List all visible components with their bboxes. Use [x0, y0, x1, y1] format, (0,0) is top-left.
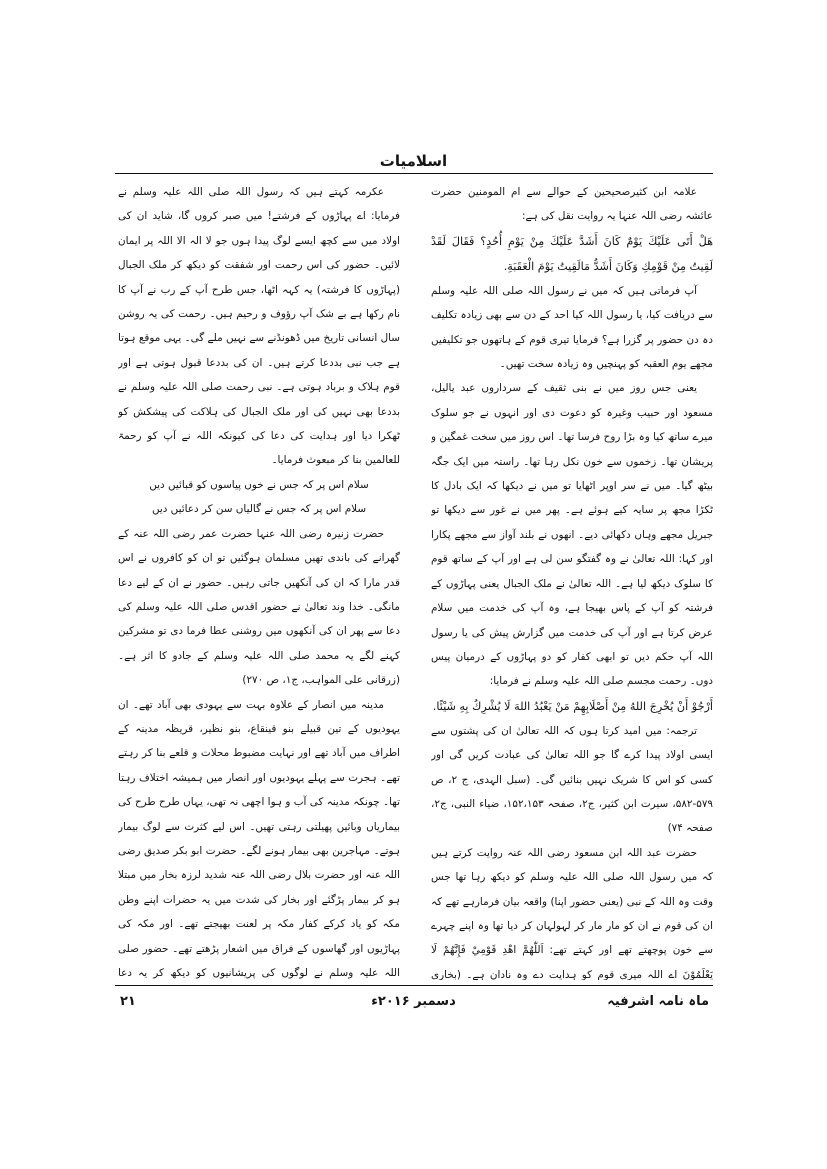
body-paragraph: آپ فرماتی ہیں کہ میں نے رسول اللہ صلی اللہ علیہ وسلم سے دریافت کیا، یا رسول اللہ کیا احد کے دن سے بھی زیادہ تکلیف دہ دن حضور پر گزرا ہے؟ فرمایا تیری قوم کے ہاتھوں جو تکلیفیں مجھے یوم العقبہ کو پہنچیں وہ زیادہ سخت تھیں۔	[431, 284, 713, 371]
poem-line: سلام اس پر کہ جس نے گالیاں سن کر دعائیں دیں	[151, 503, 367, 516]
arabic-quote: أَرْجُوْ أَنْ يُخْرِجَ اللهُ مِنْ أَصْلَابِهِمْ مَنْ يَعْبُدُ اللهَ لَا يُشْرِكُ بِهِ شَيْئًا.	[432, 699, 713, 713]
body-paragraph: حضرت زنیرہ رضی اللہ عنہا حضرت عمر رضی اللہ عنہ کے گھرانے کی باندی تھیں مسلمان ہوگئیں تو ان کو کافروں نے اس قدر مارا کہ ان کی آنکھیں جاتی رہیں۔ حضور نے ان کے لیے دعا مانگی۔ خدا وند تعالیٰ نے حضور اقدس صلی اللہ علیہ وسلم کی دعا سے پھر ان کی آنکھوں میں روشنی عطا فرما دی تو مشرکین کہنے لگے یہ محمد صلی اللہ علیہ وسلم کے جادو کا اثر ہے۔ (زرقانی علی المواہب، ج۱، ص ۲۷۰)	[118, 527, 400, 687]
issue-date: دسمبر ۲۰۱۶ء	[371, 994, 456, 1009]
body-paragraph: ترجمہ: میں امید کرتا ہوں کہ اللہ تعالیٰ ان کی پشتوں سے ایسی اولاد پیدا کرے گا جو اللہ تعالیٰ کی عبادت کریں گی اور کسی کو اس کا شریک نہیں بنائیں گی۔ (سبل الہدی، ج ۲، ص ۵۷۹-۵۸۲، سیرت ابن کثیر، ج۲، صفحہ ۱۵۲،۱۵۳، ضیاء النبی، ج۲، صفحہ ۷۴)	[431, 724, 713, 835]
right-column	[431, 180, 713, 980]
header-rule	[115, 173, 713, 174]
body-paragraph: حضرت عبد اللہ ابن مسعود رضی اللہ عنہ روایت کرتے ہیں کہ میں رسول اللہ صلی اللہ علیہ وسلم کو دیکھ رہا تھا جس وقت وہ اللہ کے نبی (یعنی حضور اپنا) واقعہ بیان فرمارہے تھے کہ ان کی قوم نے ان کو مار مار کر لہولہان کر دیا تھا وہ اپنے چہرے سے خون پوچھتے تھے اور کہتے تھے: اَللّٰهُمَّ اهْدِ قَوْمِيْ فَإِنَّهُمْ لَا يَعْلَمُوْنَ اے اللہ میری قوم کو ہدایت دے وہ نادان ہے۔ (بخاری	[431, 846, 713, 980]
body-paragraph: عکرمہ کہتے ہیں کہ رسول اللہ صلی اللہ علیہ وسلم نے فرمایا: اے پہاڑوں کے فرشتے! میں صبر کروں گا، شاید ان کی اولاد میں سے کچھ ایسے لوگ پیدا ہوں جو لا الہ الا اللہ پر ایمان لائیں۔ حضور کی اس رحمت اور شفقت کو دیکھ کر ملک الجبال (پہاڑوں کا فرشتہ) یہ کہہ اٹھا، جس طرح آپ کے رب نے آپ کا نام رکھا ہے بے شک آپ رؤوف و رحیم ہیں۔ رحمت کی یہ روشن سال انسانی تاریخ میں ڈھونڈنے سے نہیں ملے گی۔ یہی موقع ہوتا ہے جب نبی بددعا کرتے ہیں۔ ان کی بددعا قبول ہوتی ہے اور قوم ہلاک و برباد ہوتی ہے۔ نبی رحمت صلی اللہ علیہ وسلم نے بددعا بھی نہیں کی اور ملک الجبال کی ہلاکت کی پیشکش کو ٹھکرا دیا اور ہدایت کی دعا کی کیونکہ اللہ نے آپ کو رحمۃ للعالمین بنا کر مبعوث فرمایا۔	[118, 186, 400, 467]
left-column	[118, 180, 400, 980]
footer-rule	[115, 985, 713, 986]
arabic-quote: هَلْ أَتَى عَلَيْكَ يَوْمٌ كَانَ أَشَدَّ عَلَيْكَ مِنْ يَوْمِ أُحُدٍ؟ فَقَالَ لَقَدْ لَقِيتُ مِنْ قَوْمِكِ وَكَانَ أَشَدُّ مَالَقِيتُ يَوْمَ الْعَقَبَةِ.	[431, 234, 713, 273]
page-number: ۲۱	[120, 994, 136, 1009]
poem-line: سلام اس پر کہ جس نے خوں پیاسوں کو قبائیں دیں	[149, 478, 369, 491]
body-paragraph: مدینہ میں انصار کے علاوہ بہت سے یہودی بھی آباد تھے۔ ان یہودیوں کے تین قبیلے بنو قینقاع، بنو نظیر، قریظہ مدینہ کے اطراف میں آباد تھے اور نہایت مضبوط محلات و قلعے بنا کر رہتے تھے۔ ہجرت سے پہلے یہودیوں اور انصار میں ہمیشہ اختلاف رہتا تھا۔ چونکہ مدینہ کی آب و ہوا اچھی نہ تھی، یہاں طرح طرح کی بیماریاں وبائیں پھیلتی رہتی تھیں۔ اس لیے کثرت سے لوگ بیمار ہوتے۔ مہاجرین بھی بیمار ہونے لگے۔ حضرت ابو بکر صدیق رضی اللہ عنہ اور حضرت بلال رضی اللہ عنہ شدید لرزہ بخار میں مبتلا ہو کر بیمار پڑگئے اور بخار کی شدت میں یہ حضرات اپنے وطن مکہ کو یاد کرکے کفار مکہ پر لعنت بھیجتے تھے۔ اور مکہ کی پہاڑیوں اور گھاسوں کے فراق میں اشعار پڑھتے تھے۔ حضور صلی اللہ علیہ وسلم نے لوگوں کی پریشانیوں کو دیکھ کر یہ دعا	[118, 698, 400, 979]
section-title: اسلامیات	[379, 152, 448, 170]
body-paragraph: یعنی جس روز میں نے بنی ثقیف کے سرداروں عبد یالیل، مسعود اور حبیب وغیرہ کو دعوت دی اور انہوں نے جو سلوک میرے ساتھ کیا وہ بڑا روح فرسا تھا۔ اس روز میں سخت غمگین و پریشان تھا۔ زخموں سے خون نکل رہا تھا۔ راستہ میں ایک جگہ بیٹھ گیا۔ میں نے سر اوپر اٹھایا تو میں نے دیکھا کہ ایک بادل کا ٹکڑا مجھ پر سایہ کیے ہوئے ہے۔ پھر میں نے غور سے دیکھا تو جبریل مجھے وہاں دکھائی دیے۔ انھوں نے بلند آواز سے مجھے پکارا اور کہا: اللہ تعالیٰ نے وہ گفتگو سن لی ہے اور آپ کے ساتھ قوم کا سلوک دیکھ لیا ہے۔ اللہ تعالیٰ نے ملک الجبال یعنی پہاڑوں کے فرشتہ کو آپ کے پاس بھیجا ہے، وہ آپ کی خدمت میں سلام عرض کرتا ہے اور آپ کی خدمت میں گزارش پیش کی یا رسول اللہ آپ حکم دیں تو ابھی کفار کو دو پہاڑوں کے درمیان پیس دوں۔ رحمت مجسم صلی اللہ علیہ وسلم نے فرمایا:	[431, 382, 713, 688]
body-paragraph: علامہ ابن کثیرصحیحین کے حوالے سے ام المومنین حضرت عائشہ رضی اللہ عنہا یہ روایت نقل کی ہے:	[431, 186, 713, 223]
magazine-name: ماہ نامہ اشرفیہ	[607, 994, 709, 1009]
